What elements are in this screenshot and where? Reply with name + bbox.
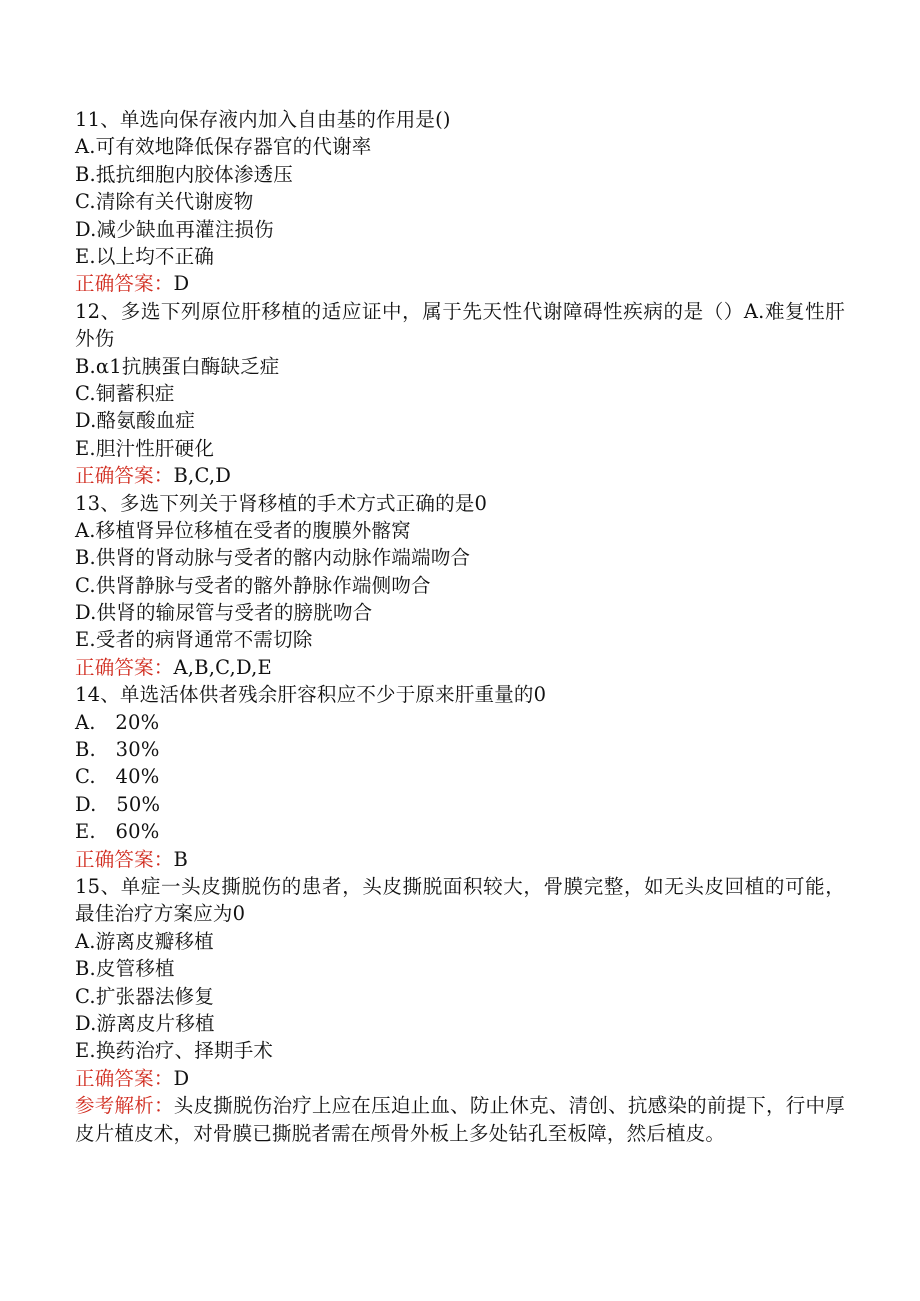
option-b: B.抵抗细胞内胶体渗透压	[75, 162, 293, 186]
answer-value: B	[173, 847, 189, 871]
option-a: A.可有效地降低保存器官的代谢率	[75, 135, 372, 159]
option-e: E.受者的病肾通常不需切除	[75, 628, 313, 652]
question-stem: 11、单选向保存液内加入自由基的作用是()	[75, 108, 451, 131]
answer-label: 正确答案：	[75, 464, 174, 488]
correct-answer	[75, 462, 845, 489]
analysis-text: 头皮撕脱伤治疗上应在压迫止血、防止休克、清创、抗感染的前提下，行中厚皮片植皮术，对骨膜已撕脱者需在颅骨外板上多处钻孔至板障，然后植皮。	[75, 1094, 845, 1145]
option-c: C.清除有关代谢废物	[75, 190, 254, 214]
option-d: D.游离皮片移植	[75, 1011, 215, 1035]
option-a: A. 20%	[75, 710, 160, 734]
answer-label: 正确答案：	[75, 655, 174, 679]
correct-answer	[75, 846, 845, 873]
document-page	[75, 106, 845, 1147]
answer-label: 正确答案：	[75, 1066, 174, 1090]
option-a: A.游离皮瓣移植	[75, 929, 214, 953]
option-d: D.酪氨酸血症	[75, 409, 196, 433]
answer-value: A,B,C,D,E	[173, 655, 272, 679]
option-b: B.供肾的肾动脉与受者的髂内动脉作端端吻合	[75, 546, 471, 570]
question-12	[75, 298, 845, 490]
option-c: C.铜蓄积症	[75, 381, 175, 405]
option-c: C.扩张器法修复	[75, 984, 215, 1008]
correct-answer	[75, 1065, 845, 1092]
question-14	[75, 681, 845, 873]
option-b: B. 30%	[75, 738, 160, 762]
question-stem: 12、多选下列原位肝移植的适应证中，属于先天性代谢障碍性疾病的是（）A.难复性肝外伤	[75, 299, 845, 351]
correct-answer	[75, 654, 845, 681]
answer-value: D	[173, 1066, 190, 1090]
option-e: E.胆汁性肝硬化	[75, 436, 215, 460]
option-e: E.换药治疗、择期手术	[75, 1039, 274, 1063]
option-b: B.皮管移植	[75, 957, 175, 981]
question-13	[75, 490, 845, 682]
question-stem: 15、单症一头皮撕脱伤的患者，头皮撕脱面积较大，骨膜完整，如无头皮回植的可能，最佳治疗方案应为0	[75, 874, 845, 926]
option-d: D.减少缺血再灌注损伤	[75, 217, 274, 241]
option-c: C. 40%	[75, 765, 160, 789]
option-d: D. 50%	[75, 792, 161, 816]
answer-label: 正确答案：	[75, 847, 174, 871]
reference-analysis	[75, 1092, 845, 1147]
question-11	[75, 106, 845, 298]
analysis-label: 参考解析：	[75, 1094, 174, 1118]
question-stem: 13、多选下列关于肾移植的手术方式正确的是0	[75, 491, 488, 515]
option-e: E.以上均不正确	[75, 244, 215, 268]
option-e: E. 60%	[75, 820, 160, 844]
answer-value: D	[173, 272, 190, 296]
answer-value: B,C,D	[173, 464, 232, 488]
correct-answer	[75, 270, 845, 297]
option-a: A.移植肾异位移植在受者的腹膜外髂窝	[75, 518, 411, 542]
option-d: D.供肾的输尿管与受者的膀胱吻合	[75, 601, 373, 625]
question-stem: 14、单选活体供者残余肝容积应不少于原来肝重量的0	[75, 683, 547, 707]
question-15	[75, 873, 845, 1147]
option-b: B.α1抗胰蛋白酶缺乏症	[75, 354, 280, 378]
answer-label: 正确答案：	[75, 272, 174, 296]
option-c: C.供肾静脉与受者的髂外静脉作端侧吻合	[75, 573, 431, 597]
